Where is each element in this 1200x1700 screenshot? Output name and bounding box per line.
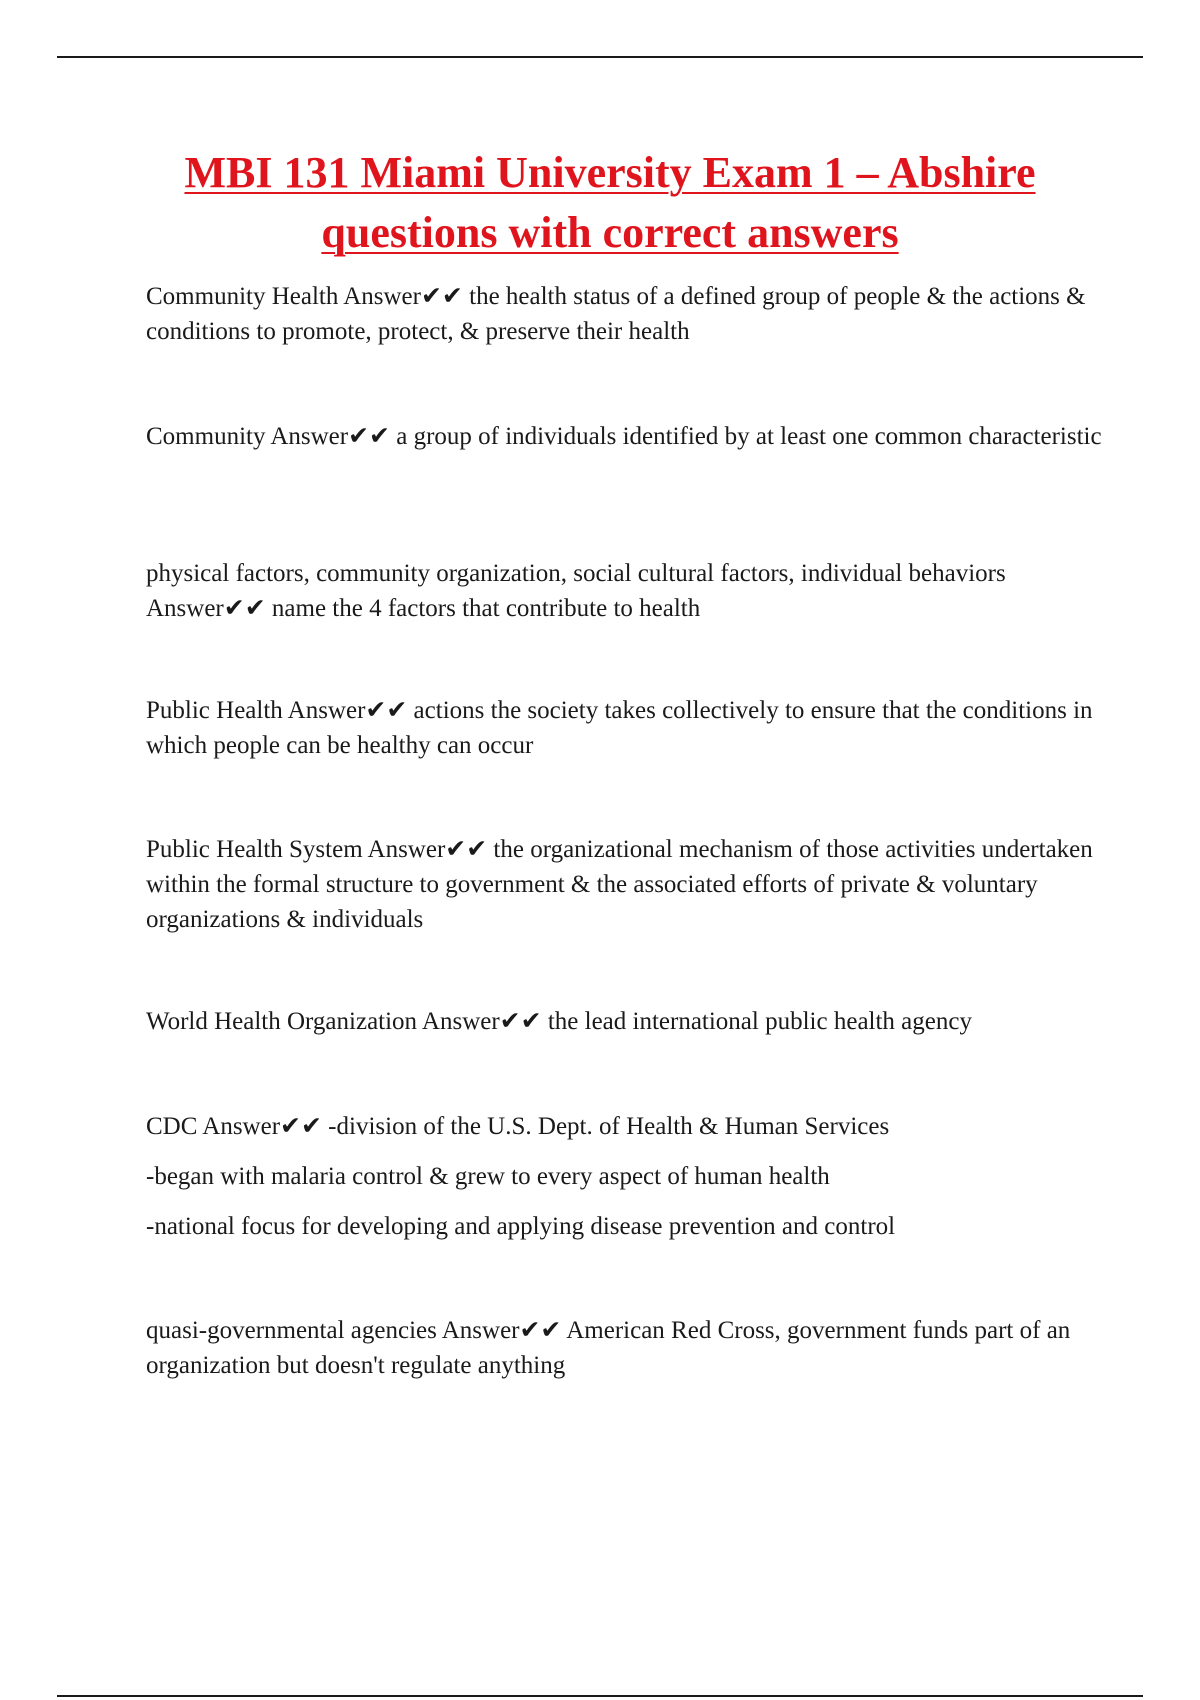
qa-item-cdc-line-3: -national focus for developing and applying disease prevention and control [146,1213,896,1240]
qa-item-community: Community Answer✔✔ a group of individuals identified by at least one common characteristic [146,423,1102,450]
qa-item-community-health: Community Health Answer✔✔ the health status of a defined group of people & the actions & conditions to promote, protect, & preserve their health [146,283,1086,345]
document-title: MBI 131 Miami University Exam 1 – Abshire questions with correct answers [184,148,1036,257]
qa-item-cdc-text: CDC Answer✔✔ -division of the U.S. Dept. of Health & Human Services [146,1113,890,1140]
qa-item-cdc [146,1109,1106,1244]
qa-item-quasi-governmental: quasi-governmental agencies Answer✔✔ American Red Cross, government funds part of an organization but doesn't regulate anything [146,1317,1071,1379]
qa-item-public-health-system: Public Health System Answer✔✔ the organizational mechanism of those activities undertaken within the formal structure to government & the associated efforts of private & voluntary organizations & individuals [146,836,1093,933]
bottom-rule [57,1695,1143,1697]
qa-item-cdc-line-2: -began with malaria control & grew to every aspect of human health [146,1163,830,1190]
qa-item-health-factors: physical factors, community organization, social cultural factors, individual behaviors Answer✔✔ name the 4 factors that contribute to health [146,560,1006,622]
top-rule [57,56,1143,58]
qa-item-who: World Health Organization Answer✔✔ the lead international public health agency [146,1008,972,1035]
qa-item-public-health: Public Health Answer✔✔ actions the society takes collectively to ensure that the conditions in which people can be healthy can occur [146,697,1093,759]
